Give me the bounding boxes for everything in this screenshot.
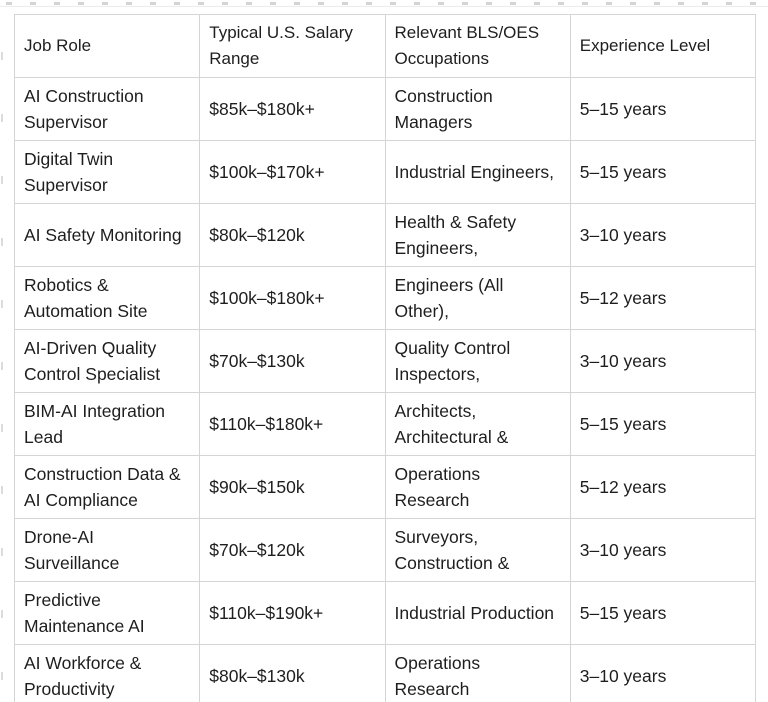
column-header-experience-level: Experience Level [570,15,755,78]
occupations-cell: Operations Research [385,456,570,519]
salary-range-cell: $110k–$180k+ [200,393,385,456]
experience-level-cell: 5–15 years [570,393,755,456]
occupations-cell: Construction Managers [385,78,570,141]
salary-range-cell: $90k–$150k [200,456,385,519]
job-role-cell: AI-Driven Quality Control Specialist [15,330,200,393]
occupations-cell: Operations Research [385,645,570,702]
occupations-cell: Health & Safety Engineers, [385,204,570,267]
table-row [15,78,756,141]
job-role-cell: Digital Twin Supervisor [15,141,200,204]
table-row [15,519,756,582]
table-row [15,393,756,456]
salary-range-cell: $110k–$190k+ [200,582,385,645]
table-row [15,141,756,204]
table-row [15,456,756,519]
table-row [15,330,756,393]
job-role-cell: AI Workforce & Productivity [15,645,200,702]
table-row [15,645,756,702]
experience-level-cell: 5–15 years [570,582,755,645]
occupations-cell: Quality Control Inspectors, [385,330,570,393]
column-header-job-role: Job Role [15,15,200,78]
job-role-cell: AI Safety Monitoring [15,204,200,267]
table-row [15,582,756,645]
top-faint-line [0,6,768,7]
occupations-cell: Architects, Architectural & [385,393,570,456]
table-row [15,204,756,267]
salary-range-cell: $80k–$130k [200,645,385,702]
experience-level-cell: 3–10 years [570,519,755,582]
column-header-occupations: Relevant BLS/OES Occupations [385,15,570,78]
salary-range-cell: $100k–$170k+ [200,141,385,204]
job-role-cell: Construction Data & AI Compliance [15,456,200,519]
job-role-cell: BIM-AI Integration Lead [15,393,200,456]
left-dashed-border [1,52,3,696]
experience-level-cell: 3–10 years [570,204,755,267]
job-role-cell: AI Construction Supervisor [15,78,200,141]
experience-level-cell: 5–15 years [570,141,755,204]
occupations-cell: Industrial Engineers, [385,141,570,204]
salary-range-cell: $80k–$120k [200,204,385,267]
top-dashed-border [6,2,762,5]
occupations-cell: Engineers (All Other), [385,267,570,330]
table-row [15,267,756,330]
job-roles-table [14,14,756,702]
salary-range-cell: $100k–$180k+ [200,267,385,330]
header-row [15,15,756,78]
table-body [15,78,756,702]
job-role-cell: Robotics & Automation Site [15,267,200,330]
experience-level-cell: 5–15 years [570,78,755,141]
experience-level-cell: 3–10 years [570,645,755,702]
experience-level-cell: 5–12 years [570,267,755,330]
column-header-salary-range: Typical U.S. Salary Range [200,15,385,78]
experience-level-cell: 5–12 years [570,456,755,519]
salary-range-cell: $70k–$120k [200,519,385,582]
salary-range-cell: $85k–$180k+ [200,78,385,141]
salary-range-cell: $70k–$130k [200,330,385,393]
job-role-cell: Drone-AI Surveillance [15,519,200,582]
occupations-cell: Industrial Production [385,582,570,645]
experience-level-cell: 3–10 years [570,330,755,393]
occupations-cell: Surveyors, Construction & [385,519,570,582]
job-role-cell: Predictive Maintenance AI [15,582,200,645]
